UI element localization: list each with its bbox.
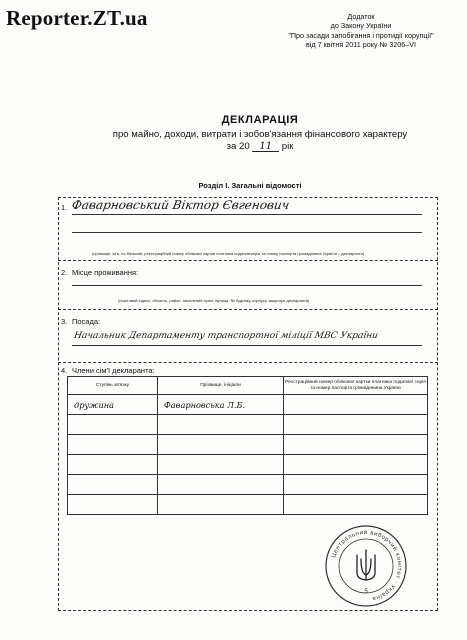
empty-cell <box>284 415 428 435</box>
empty-cell <box>158 475 284 495</box>
report-year <box>60 141 460 152</box>
empty-cell <box>68 435 158 455</box>
empty-cell <box>284 455 428 475</box>
section-divider <box>58 309 438 310</box>
table-row <box>68 475 428 495</box>
empty-cell <box>68 455 158 475</box>
empty-cell <box>284 475 428 495</box>
position-handwritten: Начальник Департаменту транспортної міліції МВС України <box>73 331 379 341</box>
trident-icon <box>357 550 375 580</box>
annex-line: Додаток <box>347 12 375 21</box>
annex-line: "Про засади запобігання і протидії корупції" <box>288 30 434 40</box>
column-header: Ступінь зв'язку <box>68 377 158 395</box>
name-underline-2 <box>72 232 422 233</box>
registration-cell <box>284 395 428 415</box>
site-watermark: Reporter.ZT.ua <box>6 6 148 30</box>
official-stamp <box>323 523 409 609</box>
position-label: Посада: <box>72 317 101 326</box>
item-number: 2. <box>61 268 68 277</box>
empty-cell <box>68 475 158 495</box>
table-row <box>68 495 428 515</box>
law-annex-note <box>261 12 461 50</box>
year-suffix: рік <box>281 141 294 152</box>
name-field-note: (прізвище, ім'я, по батькові, реєстраційний номер облікової картки платника податків/серія та номер паспорта громадянина України – декларанта) <box>92 251 365 256</box>
annex-line: від 7 квітня 2011 року № 3206–VI <box>305 40 417 50</box>
residence-field-note: (поштовий індекс, область, район, населений пункт, вулиця, № будинку, корпусу, квартири декларанта) <box>118 298 310 303</box>
empty-cell <box>68 495 158 515</box>
stamp-page-number: 5 <box>364 588 368 595</box>
empty-cell <box>284 435 428 455</box>
table-row <box>68 395 428 415</box>
table-row <box>68 435 428 455</box>
residence-underline <box>72 285 422 286</box>
item-number: 4. <box>61 366 68 375</box>
declarant-name-handwritten: Фаварновський Віктор Євгенович <box>70 198 291 212</box>
name-underline <box>72 214 422 215</box>
empty-cell <box>158 435 284 455</box>
section-divider <box>58 260 438 261</box>
column-header: Прізвище, ініціали <box>158 377 284 395</box>
empty-cell <box>284 495 428 515</box>
item-number: 3. <box>61 317 68 326</box>
year-prefix: за 20 <box>226 141 250 152</box>
empty-cell <box>158 455 284 475</box>
table-row <box>68 455 428 475</box>
residence-label: Місце проживання: <box>72 268 139 277</box>
document-header <box>60 114 460 152</box>
member-name-cell: Фаварновська Л.Б. <box>158 395 284 415</box>
empty-cell <box>158 495 284 515</box>
position-underline <box>72 345 422 346</box>
table-header-row <box>68 377 428 395</box>
empty-cell <box>158 415 284 435</box>
table-row <box>68 415 428 435</box>
item-number: 1. <box>61 203 68 212</box>
document-subtitle: про майно, доходи, витрати і зобов'язання фінансового характеру <box>112 129 408 140</box>
section-title: Розділ І. Загальні відомості <box>198 181 302 190</box>
year-handwritten: 11 <box>252 142 279 152</box>
stamp-text: Центральний виборчий комітет · Україна <box>331 529 403 602</box>
column-header: Реєстраційний номер облікової картки платника податків/ серія та номер паспорта громадянина України <box>284 377 428 395</box>
family-members-table <box>67 376 428 515</box>
section-divider <box>58 362 438 363</box>
empty-cell <box>68 415 158 435</box>
document-title: ДЕКЛАРАЦІЯ <box>221 114 299 126</box>
annex-line: до Закону України <box>330 21 392 31</box>
family-label: Члени сім'ї декларанта: <box>72 366 155 375</box>
relation-cell: дружина <box>68 395 158 415</box>
